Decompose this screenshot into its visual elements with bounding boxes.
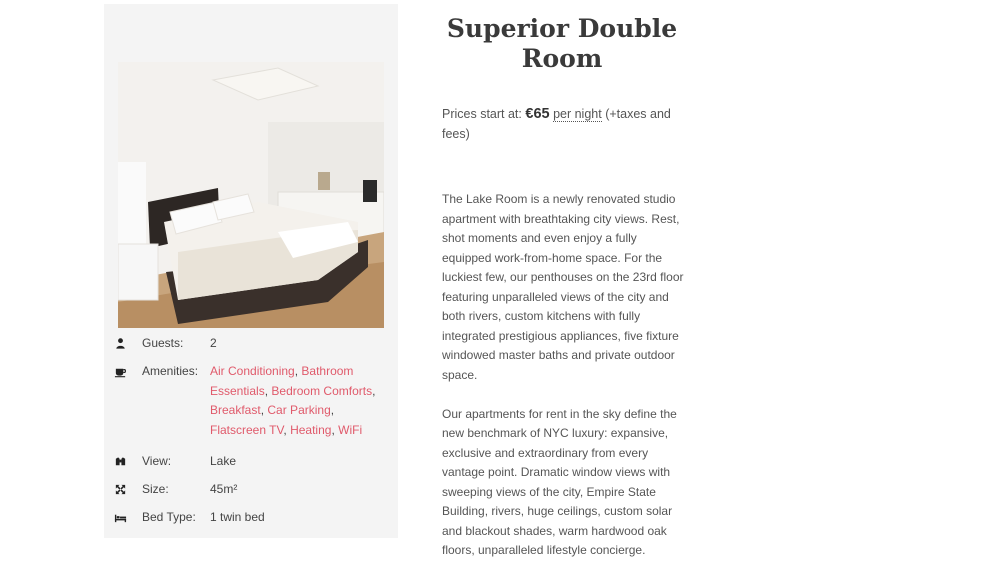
room-title: Superior Double Room — [446, 14, 678, 73]
room-photo — [118, 62, 384, 328]
view-label: View: — [142, 454, 172, 468]
expand-arrows-icon — [114, 483, 128, 497]
amenity-link[interactable]: Bathroom Essentials — [210, 364, 354, 398]
amenity-link[interactable]: Air Conditioning — [210, 364, 295, 378]
view-value: Lake — [210, 454, 237, 468]
price-prefix: Prices start at: — [442, 107, 522, 121]
user-icon — [114, 337, 128, 351]
room-description — [442, 190, 688, 580]
price-suffix: (+taxes and fees) — [442, 107, 671, 141]
separator: , — [283, 422, 287, 437]
separator: , — [330, 403, 335, 417]
bed-icon — [114, 511, 128, 525]
room-price — [442, 105, 692, 144]
binoculars-icon — [114, 455, 128, 469]
price-unit: per night — [553, 107, 602, 121]
room-details-card — [104, 4, 398, 538]
bed-type-value: 1 twin bed — [210, 510, 265, 524]
amenity-link[interactable]: Breakfast — [210, 403, 261, 417]
coffee-cup-icon — [114, 365, 128, 379]
amenity-link[interactable]: Car Parking — [267, 403, 331, 417]
amenities-list — [210, 362, 388, 440]
separator: , — [331, 422, 335, 437]
amenities-label: Amenities: — [142, 364, 199, 378]
separator: , — [294, 364, 299, 378]
separator: , — [264, 383, 269, 398]
guests-label: Guests: — [142, 336, 184, 350]
separator: , — [260, 403, 265, 417]
guests-value: 2 — [210, 336, 217, 350]
amenity-link[interactable]: Flatscreen TV — [210, 422, 284, 437]
price-amount: €65 — [525, 106, 550, 122]
bed-type-label: Bed Type: — [142, 510, 196, 524]
size-value: 45m² — [210, 482, 238, 496]
amenity-link[interactable]: Heating — [290, 422, 332, 437]
size-label: Size: — [142, 482, 169, 496]
separator: , — [372, 383, 376, 398]
amenity-link[interactable]: Bedroom Comforts — [271, 383, 373, 398]
room-photo-illustration — [118, 62, 384, 328]
description-paragraph: The Lake Room is a newly renovated studio apartment with breathtaking city views. Rest, shot moments and even enjoy a fully equipped work-from-home space. For the luckiest few, our penthouses on the 23rd floor featuring unparalleled views of the city and both rivers, custom kitchens with fully integrated prestigious appliances, five fixture windowed master baths and private outdoor space. — [442, 192, 684, 382]
amenity-link[interactable]: WiFi — [338, 422, 363, 437]
description-paragraph: Our apartments for rent in the sky define the new benchmark of NYC luxury: expansive, exclusive and extraordinary from every vantage point. Dramatic window views with sweeping views of the city, Empire State Building, rivers, huge ceilings, custom solar and blackout shades, warm hardwood oak floors, unparalleled lifestyle concierge. — [442, 406, 677, 557]
